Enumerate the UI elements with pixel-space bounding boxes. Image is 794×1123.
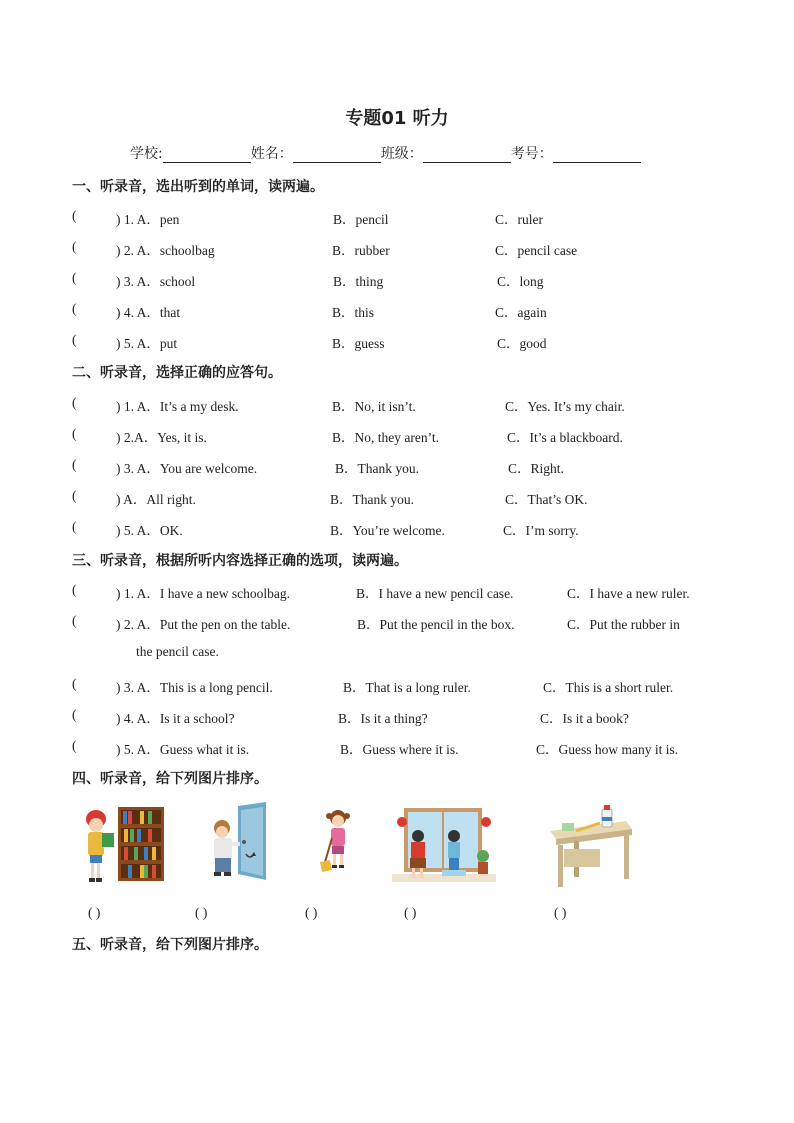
option-c: C．Yes. It’s my chair. xyxy=(505,399,625,414)
student-info-line xyxy=(130,143,641,163)
answer-blank[interactable]: ( ) xyxy=(88,905,101,920)
option-b: B．No, it isn’t. xyxy=(332,399,416,414)
answer-blank[interactable]: ( ) xyxy=(305,905,318,920)
option-b: B．You’re welcome. xyxy=(330,523,445,538)
boy-door-picture xyxy=(208,802,270,882)
option-c: C．Is it a book? xyxy=(540,711,629,726)
question-stem: ) 1. A．I have a new schoolbag. xyxy=(116,586,290,601)
option-c: C．ruler xyxy=(495,212,543,227)
option-c: C．long xyxy=(497,274,544,289)
option-b: B．Put the pencil in the box. xyxy=(357,617,515,632)
option-b: B．That is a long ruler. xyxy=(343,680,471,695)
open-paren: ( xyxy=(72,395,77,410)
school-blank[interactable] xyxy=(163,148,251,163)
option-c: C．Right. xyxy=(508,461,564,476)
option-c: C．This is a short ruler. xyxy=(543,680,674,695)
open-paren: ( xyxy=(72,519,77,534)
option-b: B．thing xyxy=(333,274,384,289)
option-c: C．again xyxy=(495,305,547,320)
section-5-heading: 五、听录音，给下列图片排序。 xyxy=(72,937,268,953)
option-b: B．this xyxy=(332,305,375,320)
option-b: B．Thank you. xyxy=(335,461,419,476)
question-stem: ) 1. A．It’s a my desk. xyxy=(116,399,239,414)
question-stem: ) 2. A．schoolbag xyxy=(116,243,215,258)
name-label: 姓名： xyxy=(250,146,293,162)
open-paren: ( xyxy=(72,301,77,316)
option-b: B．No, they aren’t. xyxy=(332,430,439,445)
option-c: C．That’s OK. xyxy=(505,492,588,507)
number-blank[interactable] xyxy=(553,148,641,163)
open-paren: ( xyxy=(72,239,77,254)
option-c: C．I’m sorry. xyxy=(503,523,579,538)
open-paren: ( xyxy=(72,270,77,285)
question-stem: ) 3. A．You are welcome. xyxy=(116,461,258,476)
school-label: 学校: xyxy=(130,146,163,162)
class-blank[interactable] xyxy=(423,148,511,163)
answer-blank[interactable]: ( ) xyxy=(195,905,208,920)
question-stem: ) 1. A．pen xyxy=(116,212,180,227)
section-2-heading: 二、听录音，选择正确的应答句。 xyxy=(72,365,282,381)
answer-blank[interactable]: ( ) xyxy=(404,905,417,920)
question-stem: ) 5. A．put xyxy=(116,336,178,351)
section-1-heading: 一、听录音，选出听到的单词，读两遍。 xyxy=(72,179,324,195)
option-c: C．pencil case xyxy=(495,243,578,258)
option-c: C．I have a new ruler. xyxy=(567,586,690,601)
class-label: 班级： xyxy=(380,146,423,162)
option-b: B．rubber xyxy=(332,243,390,258)
option-c: C．Put the rubber in xyxy=(567,617,680,632)
open-paren: ( xyxy=(72,707,77,722)
option-b: B．I have a new pencil case. xyxy=(356,586,514,601)
option-b: B．Is it a thing? xyxy=(338,711,428,726)
open-paren: ( xyxy=(72,738,77,753)
question-stem: ) 4. A．Is it a school? xyxy=(116,711,235,726)
option-b: B．Guess where it is. xyxy=(340,742,459,757)
option-b: B．guess xyxy=(332,336,385,351)
open-paren: ( xyxy=(72,488,77,503)
question-stem: ) 4. A．that xyxy=(116,305,181,320)
question-stem: ) 3. A．This is a long pencil. xyxy=(116,680,273,695)
question-stem: ) 5. A．Guess what it is. xyxy=(116,742,250,757)
name-blank[interactable] xyxy=(293,148,381,163)
open-paren: ( xyxy=(72,582,77,597)
question-stem: ) A．All right. xyxy=(116,492,196,507)
open-paren: ( xyxy=(72,457,77,472)
option-c: C．good xyxy=(497,336,547,351)
open-paren: ( xyxy=(72,613,77,628)
question-stem: ) 2.A．Yes, it is. xyxy=(116,430,207,445)
girl-bookshelf-picture xyxy=(82,805,168,885)
open-paren: ( xyxy=(72,426,77,441)
answer-blank[interactable]: ( ) xyxy=(554,905,567,920)
option-c-continuation: the pencil case. xyxy=(136,644,219,659)
page-title: 专题01 听力 xyxy=(345,108,449,129)
section-3-heading: 三、听录音，根据所听内容选择正确的选项，读两遍。 xyxy=(72,553,408,569)
open-paren: ( xyxy=(72,676,77,691)
girl-sweeping-picture xyxy=(320,808,356,874)
section-4-heading: 四、听录音，给下列图片排序。 xyxy=(72,771,268,787)
option-b: B．Thank you. xyxy=(330,492,414,507)
question-stem: ) 5. A．OK. xyxy=(116,523,183,538)
open-paren: ( xyxy=(72,208,77,223)
question-stem: ) 3. A．school xyxy=(116,274,196,289)
desk-picture xyxy=(544,805,634,889)
option-b: B．pencil xyxy=(333,212,389,227)
open-paren: ( xyxy=(72,332,77,347)
kids-cleaning-window-picture xyxy=(392,806,496,884)
number-label: 考号： xyxy=(510,146,553,162)
question-stem: ) 2. A．Put the pen on the table. xyxy=(116,617,291,632)
option-c: C．Guess how many it is. xyxy=(536,742,679,757)
option-c: C．It’s a blackboard. xyxy=(507,430,623,445)
